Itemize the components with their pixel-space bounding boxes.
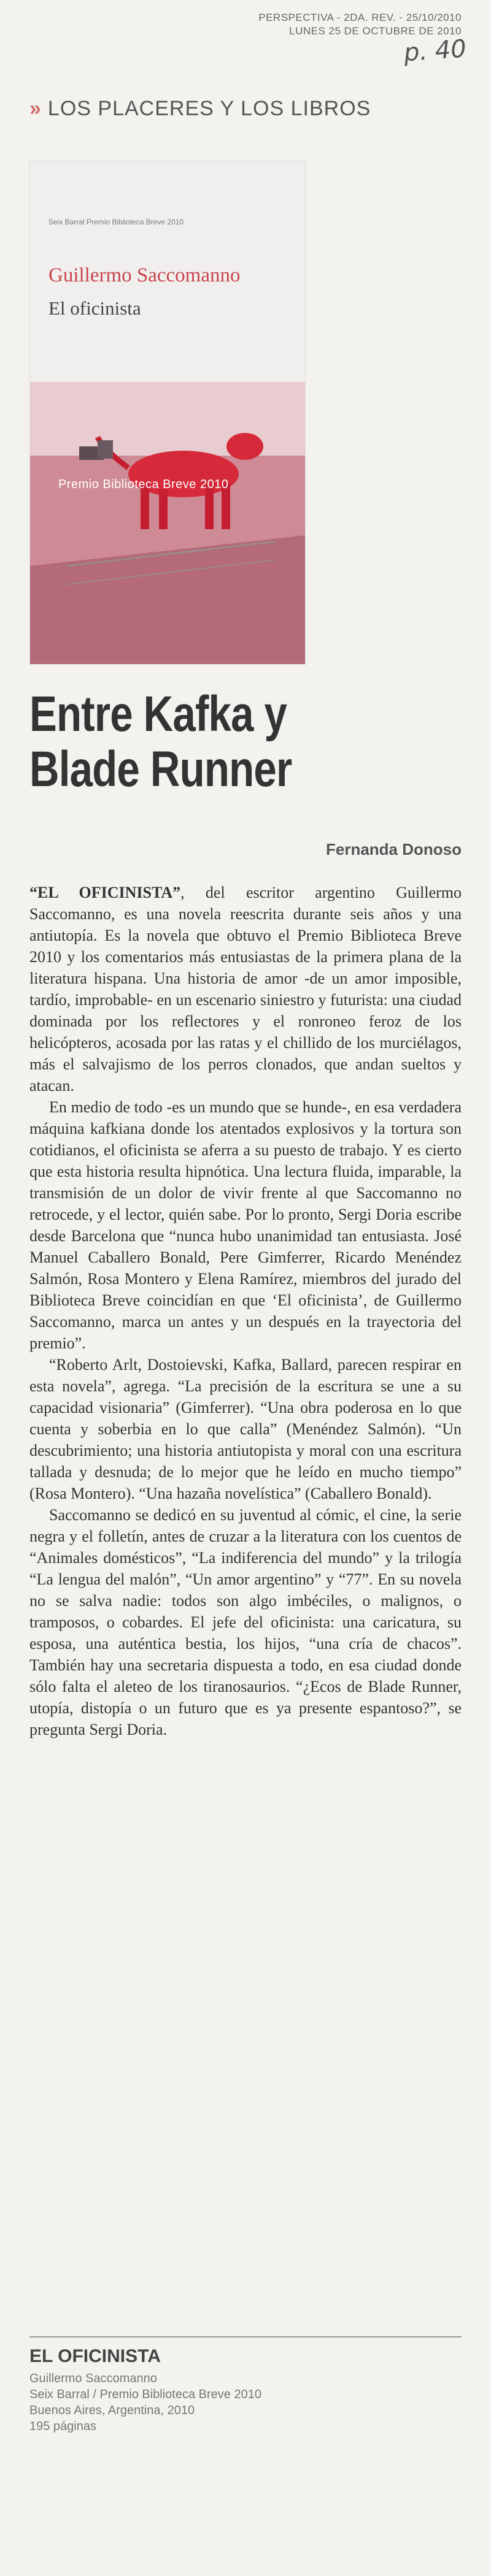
cover-title: El oficinista xyxy=(48,297,141,319)
cover-author: Guillermo Saccomanno xyxy=(48,264,241,286)
article-byline: Fernanda Donoso xyxy=(325,840,462,858)
cover-series: Seix Barral Premio Biblioteca Breve 2010 xyxy=(48,218,184,226)
paragraph xyxy=(29,882,462,1096)
book-details-title: EL OFICINISTA xyxy=(29,2346,161,2366)
edition-header xyxy=(258,11,462,38)
edition-line: PERSPECTIVA - 2DA. REV. - 25/10/2010 xyxy=(258,12,462,23)
paragraph-text: , del escritor argentino Guillermo Saccomanno, es una novela reescrita durante seis años y una antiutopía. Es la novela que obtuvo el Premio Biblioteca Breve 2010 y los comentarios más entusiastas de la primera plana de la literatura hispana. Una historia de amor -de un amor imposible, tardío, improbable- en un escenario siniestro y futurista: una ciudad dominada por los reflectores y el ronroneo feroz de los helicópteros, acosada por las ratas y el chillido de los murciélagos, más el salvajismo de los perros clonados, que andan sueltos y atacan. xyxy=(29,884,462,1095)
article-body xyxy=(29,882,462,1740)
double-chevron-icon: » xyxy=(29,97,42,120)
section-label-text: LOS PLACERES Y LOS LIBROS xyxy=(47,97,371,120)
lead-title: “EL OFICINISTA” xyxy=(29,884,181,901)
book-details-box xyxy=(29,2336,462,2434)
section-label xyxy=(29,97,371,121)
handwritten-page-note: p. 40 xyxy=(403,34,468,67)
book-details-line: Buenos Aires, Argentina, 2010 xyxy=(29,2404,195,2417)
book-details-line: 195 páginas xyxy=(29,2420,96,2433)
cover-dog-illustration xyxy=(30,382,305,664)
headline-line-2: Blade Runner xyxy=(29,741,292,797)
date-line: LUNES 25 DE OCTUBRE DE 2010 xyxy=(289,25,462,37)
book-cover-image xyxy=(29,161,306,665)
paragraph: “Roberto Arlt, Dostoievski, Kafka, Ballard, parecen respirar en esta novela”, agrega. “La precisión de la escritura se une a su capacidad visionaria” (Gimferrer). “Una obra poderosa en lo que cuenta y soberbia en lo que calla” (Menéndez Salmón). “Un descubrimiento; una historia antiutopista y moral con una escritura tallada y desnuda; de lo mejor que he leído en mucho tiempo” (Rosa Montero). “Una hazaña novelística” (Caballero Bonald). xyxy=(29,1356,462,1502)
paragraph: En medio de todo -es un mundo que se hunde-, en esa verdadera máquina kafkiana donde los atentados explosivos y la tortura son cotidianos, el oficinista se aferra a su puesto de trabajo. Y es cierto que esta historia resulta hipnótica. Una lectura fluida, imparable, la transmisión de un dolor de vivir frente al que Saccomanno no retrocede, y el lector, quién sabe. Por lo pronto, Sergi Doria escribe desde Barcelona que “nunca hubo unanimidad tan entusiasta. José Manuel Caballero Bonald, Pere Gimferrer, Ricardo Menéndez Salmón, Rosa Montero y Elena Ramírez, miembros del jurado del Biblioteca Breve coincidían en que ‘El oficinista’, de Guillermo Saccomanno, marca un antes y un después en la trayectoria del premio”. xyxy=(29,1098,462,1352)
headline-line-1: Entre Kafka y xyxy=(29,686,287,742)
paragraph: Saccomanno se dedicó en su juventud al cómic, el cine, la serie negra y el folletín, antes de cruzar a la literatura con los cuentos de “Animales domésticos”, “La indiferencia del mundo” y la trilogía “La lengua del malón”, “Un amor argentino” y “77”. En su novela no se salva nadie: todos son algo imbéciles, o malignos, o tramposos, o cobardes. El jefe del oficinista: una caricatura, su esposa, una auténtica bestia, los hijos, “una cría de chacos”. También hay una secretaria dispuesta a todo, en esa ciudad donde sólo falta el aleteo de los tiranosaurios. “¿Ecos de Blade Runner, utopía, distopía o un futuro que es ya presente espantoso?”, se pregunta Sergi Doria. xyxy=(29,1506,462,1738)
article-headline xyxy=(29,687,372,797)
book-details-line: Seix Barral / Premio Biblioteca Breve 2010 xyxy=(29,2388,261,2401)
cover-prize: Premio Biblioteca Breve 2010 xyxy=(58,478,229,491)
book-details-line: Guillermo Saccomanno xyxy=(29,2372,157,2385)
